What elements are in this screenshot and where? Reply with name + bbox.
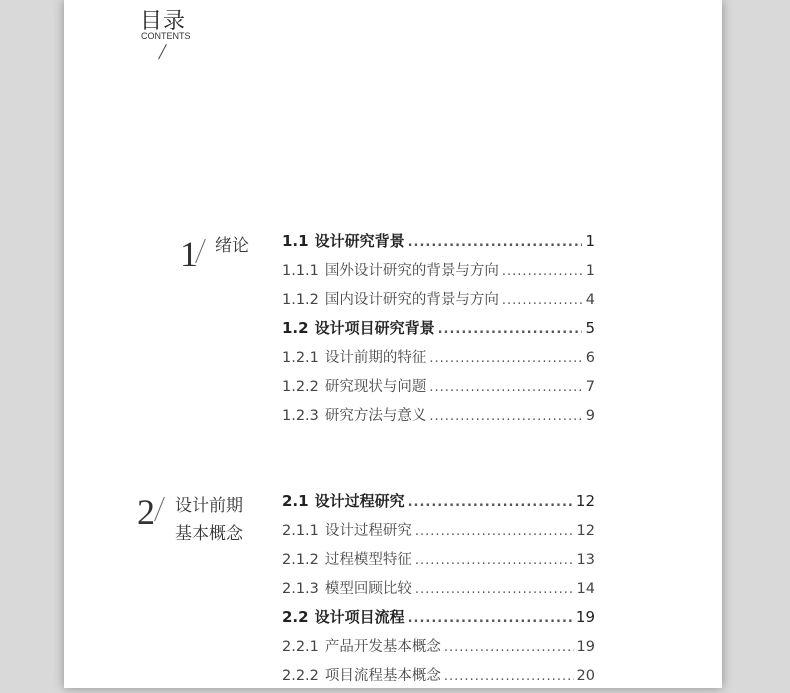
toc-entry[interactable]: 2.2.2 项目流程基本概念 ..... 20 — [282, 664, 595, 693]
page-subtitle: CONTENTS — [141, 31, 191, 41]
toc-entry[interactable]: 2.1.1 设计过程研究 ..... 12 — [282, 519, 595, 548]
toc-entry[interactable]: 1.2.3 研究方法与意义 ..... 9 — [282, 404, 595, 433]
toc-entry[interactable]: 2.1.2 过程模型特征 ..... 13 — [282, 548, 595, 577]
page-title: 目录 — [140, 9, 187, 34]
toc-entry[interactable]: 1.2 设计项目研究背景 ..... 5 — [282, 317, 595, 346]
chapter-2-title: 设计前期 基本概念 — [175, 496, 243, 544]
chapter-2-toc — [282, 490, 595, 693]
toc-entry[interactable]: 1.2.1 设计前期的特征 ..... 6 — [282, 346, 595, 375]
chapter-2-number: 2 — [137, 492, 155, 532]
chapter-1-number: 1 — [180, 234, 198, 274]
toc-entry[interactable]: 2.1.3 模型回顾比较 ..... 14 — [282, 577, 595, 606]
decorative-slash — [158, 44, 167, 59]
toc-entry[interactable]: 1.1.2 国内设计研究的背景与方向 ..... 4 — [282, 288, 595, 317]
toc-entry[interactable]: 2.1 设计过程研究 ..... 12 — [282, 490, 595, 519]
chapter-1-toc — [282, 230, 595, 433]
chapter-2-slash — [154, 497, 165, 521]
toc-entry[interactable]: 1.2.2 研究现状与问题 ..... 7 — [282, 375, 595, 404]
toc-entry[interactable]: 2.2 设计项目流程 ..... 19 — [282, 606, 595, 635]
toc-entry[interactable]: 2.2.1 产品开发基本概念 ..... 19 — [282, 635, 595, 664]
toc-entry[interactable]: 1.1 设计研究背景 ..... 1 — [282, 230, 595, 259]
toc-entry[interactable]: 1.1.1 国外设计研究的背景与方向 ..... 1 — [282, 259, 595, 288]
chapter-1-title: 绪论 — [215, 236, 249, 256]
document-page — [64, 0, 722, 688]
